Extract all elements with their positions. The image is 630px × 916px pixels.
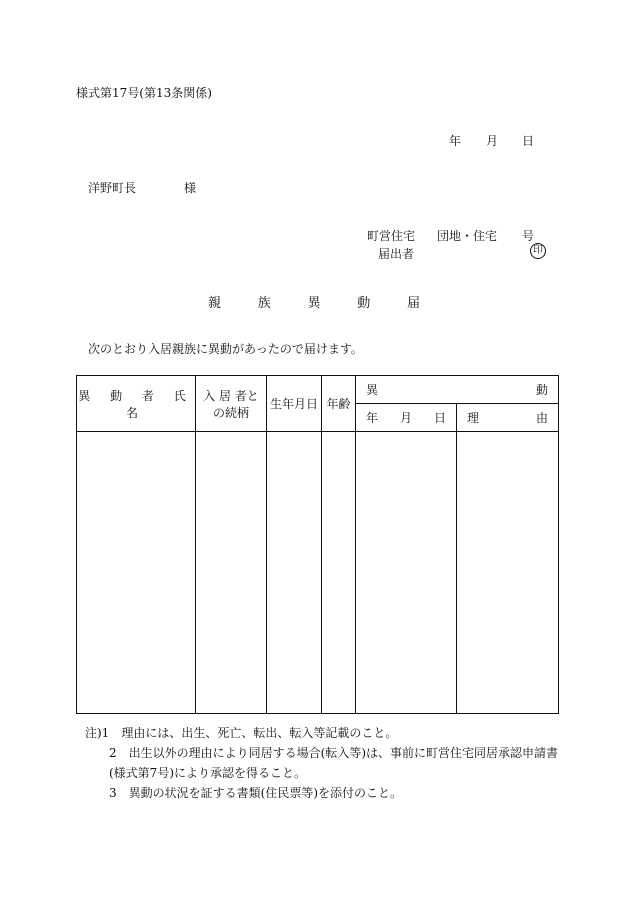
header-birthdate: 生年月日 [267, 376, 322, 432]
cell-age[interactable] [322, 432, 356, 714]
title-char: 動 [357, 296, 371, 311]
header-change: 異 動 [356, 376, 559, 404]
note-line: 2 出生以外の理由により同居する場合(転入等)は、事前に町営住宅同居承認申請書 [85, 746, 559, 760]
intro-text: 次のとおり入居親族に異動があったので届けます。 [88, 342, 363, 356]
unit-number-label: 号 [522, 229, 535, 243]
seal-mark: 印 [530, 243, 546, 259]
header-change-date: 年 月 日 [356, 404, 457, 432]
reporter-label: 届出者 [378, 247, 415, 261]
note-line: 注)1 理由には、出生、死亡、転出、転入等記載のこと。 [85, 726, 398, 740]
date-year-label: 年 [449, 134, 462, 148]
title-char: 異 [307, 296, 321, 311]
date-day-label: 日 [522, 134, 535, 148]
note-line: (様式第7号)により承認を得ること。 [85, 766, 306, 780]
change-table [76, 375, 559, 714]
addressee-honorific: 様 [184, 181, 197, 195]
cell-relation[interactable] [196, 432, 267, 714]
form-number: 様式第17号(第13条関係) [76, 86, 212, 100]
housing-label: 町営住宅 [367, 229, 416, 243]
addressee: 洋野町長 [88, 181, 137, 195]
date-month-label: 月 [486, 134, 499, 148]
cell-name[interactable] [77, 432, 196, 714]
header-change-reason: 理 由 [457, 404, 559, 432]
header-relation: 入 居 者と の続柄 [196, 376, 267, 432]
document-title [208, 292, 420, 311]
header-name: 異 動 者 氏 名 [77, 376, 196, 432]
danchi-label: 団地・住宅 [437, 229, 498, 243]
header-age: 年齢 [322, 376, 356, 432]
notes [85, 723, 558, 803]
cell-birthdate[interactable] [267, 432, 322, 714]
title-char: 親 [208, 296, 222, 311]
cell-change-reason[interactable] [457, 432, 559, 714]
note-line: 3 異動の状況を証する書類(住民票等)を添付のこと。 [85, 786, 403, 800]
cell-change-date[interactable] [356, 432, 457, 714]
title-char: 届 [406, 296, 420, 311]
title-char: 族 [257, 296, 271, 311]
